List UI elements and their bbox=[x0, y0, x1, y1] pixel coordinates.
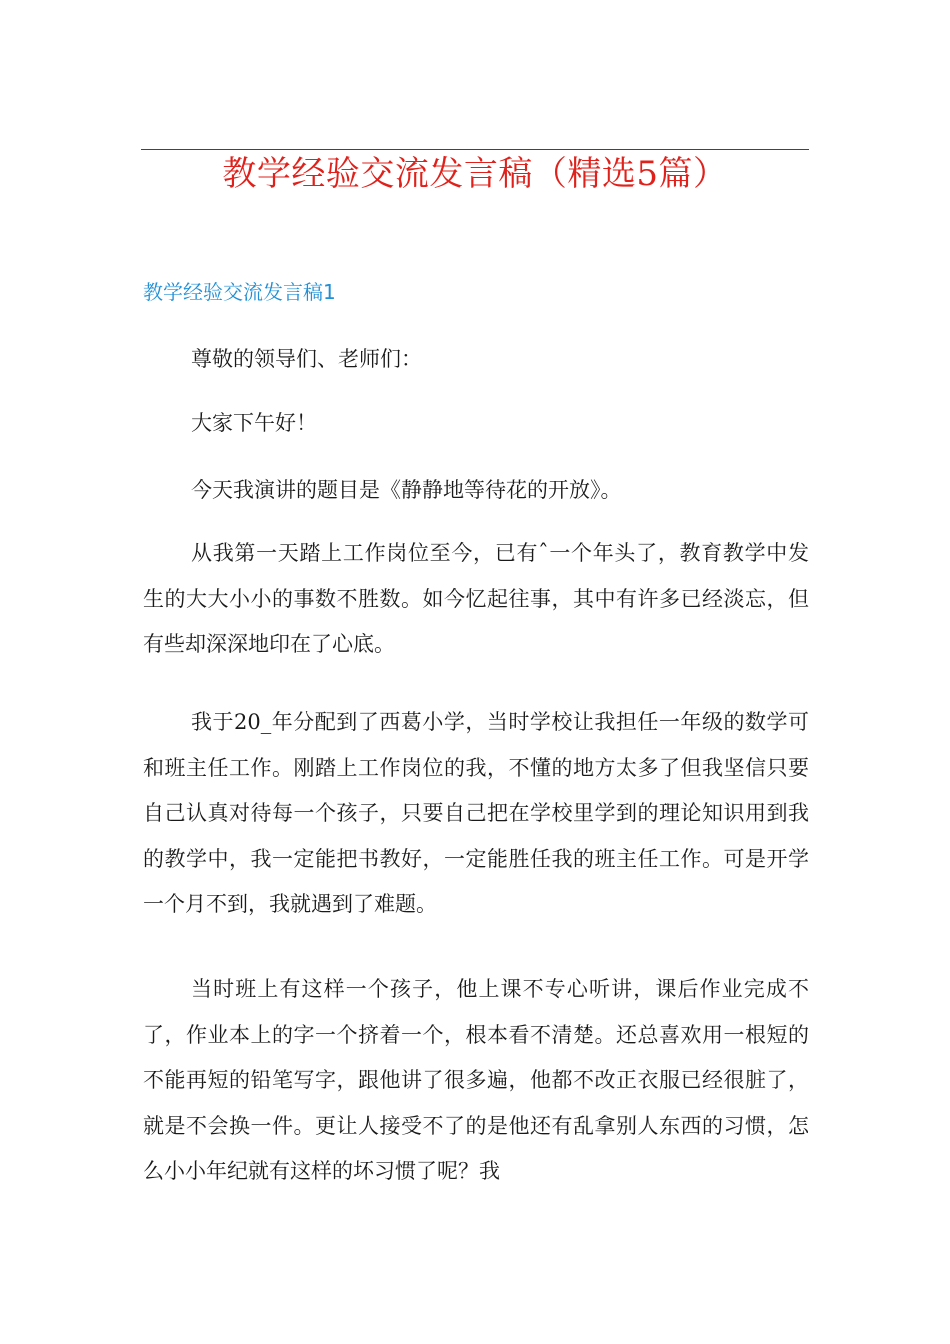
paragraph-body: 我于20_年分配到了西葛小学，当时学校让我担任一年级的数学可和班主任工作。刚踏上工作岗位的我，不懂的地方太多了但我坚信只要自己认真对待每一个孩子，只要自己把在学校里学到的理论知识用到我的教学中，我一定能把书教好，一定能胜任我的班主任工作。可是开学一个月不到，我就遇到了难题。 bbox=[143, 710, 809, 916]
section-heading: 教学经验交流发言稿1 bbox=[143, 280, 336, 304]
paragraph-body: 从我第一天踏上工作岗位至今，已有ˆ一个年头了，教育教学中发生的大大小小的事数不胜数。如今忆起往事，其中有许多已经淡忘，但有些却深深地印在了心底。 bbox=[143, 541, 809, 656]
paragraph-salutation: 尊敬的领导们、老师们： bbox=[191, 347, 422, 371]
paragraph-greeting: 大家下午好！ bbox=[191, 411, 317, 435]
paragraph-topic: 今天我演讲的题目是《静静地等待花的开放》。 bbox=[191, 478, 622, 502]
paragraph-body: 当时班上有这样一个孩子，他上课不专心听讲，课后作业完成不了，作业本上的字一个挤着一个，根本看不清楚。还总喜欢用一根短的不能再短的铅笔写字，跟他讲了很多遍，他都不改正衣服已经很脏了，就是不会换一件。更让人接受不了的是他还有乱拿别人东西的习惯，怎么小小年纪就有这样的坏习惯了呢？我 bbox=[143, 977, 809, 1183]
document-title: 教学经验交流发言稿（精选5篇） bbox=[222, 154, 728, 194]
